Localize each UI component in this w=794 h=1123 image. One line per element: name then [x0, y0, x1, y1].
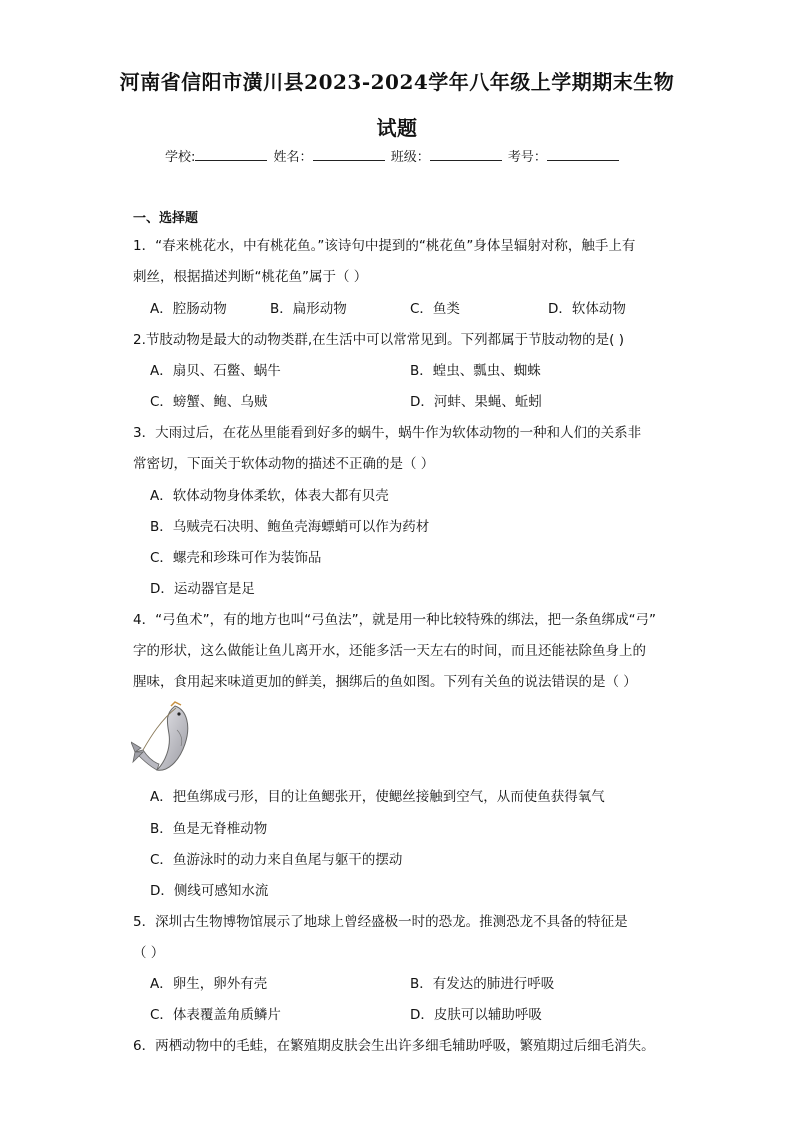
question-3-line-1: 3．大雨过后，在花丛里能看到好多的蜗牛，蜗牛作为软体动物的一种和人们的关系非	[133, 425, 642, 441]
question-1-option-d[interactable]: D．软体动物	[548, 301, 626, 317]
student-info-row	[165, 146, 621, 165]
question-2-option-b[interactable]: B．蝗虫、瓢虫、蜘蛛	[410, 363, 541, 379]
question-1-line-2: 刺丝，根据描述判断“桃花鱼”属于（ ）	[133, 269, 368, 285]
question-4-option-b[interactable]: B．鱼是无脊椎动物	[150, 821, 268, 837]
question-3-line-2: 常密切，下面关于软体动物的描述不正确的是（ ）	[133, 456, 435, 472]
question-4-line-3: 腥味，食用起来味道更加的鲜美，捆绑后的鱼如图。下列有关鱼的说法错误的是（ ）	[133, 674, 637, 690]
class-blank[interactable]	[430, 148, 502, 161]
question-4-line-1: 4．“弓鱼术”，有的地方也叫“弓鱼法”，就是用一种比较特殊的绑法，把一条鱼绑成“弓”	[133, 612, 657, 628]
exam-number-blank[interactable]	[547, 148, 619, 161]
question-5-line-2: （ ）	[133, 945, 165, 961]
name-label: 姓名：	[273, 150, 313, 165]
question-3-option-c[interactable]: C．螺壳和珍珠可作为装饰品	[150, 550, 322, 566]
question-5-option-a[interactable]: A．卵生，卵外有壳	[150, 976, 268, 992]
question-4-option-c[interactable]: C．鱼游泳时的动力来自鱼尾与躯干的摆动	[150, 852, 403, 868]
question-5-option-b[interactable]: B．有发达的肺进行呼吸	[410, 976, 555, 992]
school-label: 学校:	[165, 150, 196, 165]
question-5-option-d[interactable]: D．皮肤可以辅助呼吸	[410, 1007, 542, 1023]
question-2-option-d[interactable]: D．河蚌、果蝇、蚯蚓	[410, 394, 542, 410]
section-title: 一、选择题	[133, 211, 199, 226]
question-6-line-1: 6．两栖动物中的毛蛙，在繁殖期皮肤会生出许多细毛辅助呼吸，繁殖期过后细毛消失。	[133, 1038, 655, 1054]
question-2-option-c[interactable]: C．螃蟹、鲍、乌贼	[150, 394, 268, 410]
question-1-line-1: 1．“春来桃花水，中有桃花鱼。”该诗句中提到的“桃花鱼”身体呈辐射对称，触手上有	[133, 238, 636, 254]
name-blank[interactable]	[313, 148, 385, 161]
question-1-option-b[interactable]: B．扁形动物	[270, 301, 347, 317]
class-label: 班级：	[390, 150, 430, 165]
page-title-line1: 河南省信阳市潢川县2023-2024学年八年级上学期期末生物	[119, 70, 675, 94]
question-4-option-d[interactable]: D．侧线可感知水流	[150, 883, 269, 899]
question-4-line-2: 字的形状，这么做能让鱼儿离开水，还能多活一天左右的时间，而且还能祛除鱼身上的	[133, 643, 646, 659]
question-3-option-a[interactable]: A．软体动物身体柔软，体表大都有贝壳	[150, 488, 389, 504]
question-4-option-a[interactable]: A．把鱼绑成弓形，目的让鱼鳃张开，使鳃丝接触到空气，从而使鱼获得氧气	[150, 789, 605, 805]
question-3-option-d[interactable]: D．运动器官是足	[150, 581, 255, 597]
question-3-option-b[interactable]: B．乌贼壳石决明、鲍鱼壳海螵蛸可以作为药材	[150, 519, 430, 535]
question-1-option-a[interactable]: A．腔肠动物	[150, 301, 227, 317]
question-2-option-a[interactable]: A．扇贝、石鳖、蜗牛	[150, 363, 281, 379]
question-5-option-c[interactable]: C．体表覆盖角质鳞片	[150, 1007, 281, 1023]
question-1-option-c[interactable]: C．鱼类	[410, 301, 460, 317]
bound-fish-image	[131, 700, 197, 776]
school-blank[interactable]	[195, 148, 267, 161]
page-title-line2: 试题	[376, 116, 418, 140]
question-5-line-1: 5．深圳古生物博物馆展示了地球上曾经盛极一时的恐龙。推测恐龙不具备的特征是	[133, 914, 628, 930]
question-2-line-1: 2.节肢动物是最大的动物类群,在生活中可以常常见到。下列都属于节肢动物的是( )	[133, 332, 624, 348]
exam-number-label: 考号：	[507, 150, 547, 165]
